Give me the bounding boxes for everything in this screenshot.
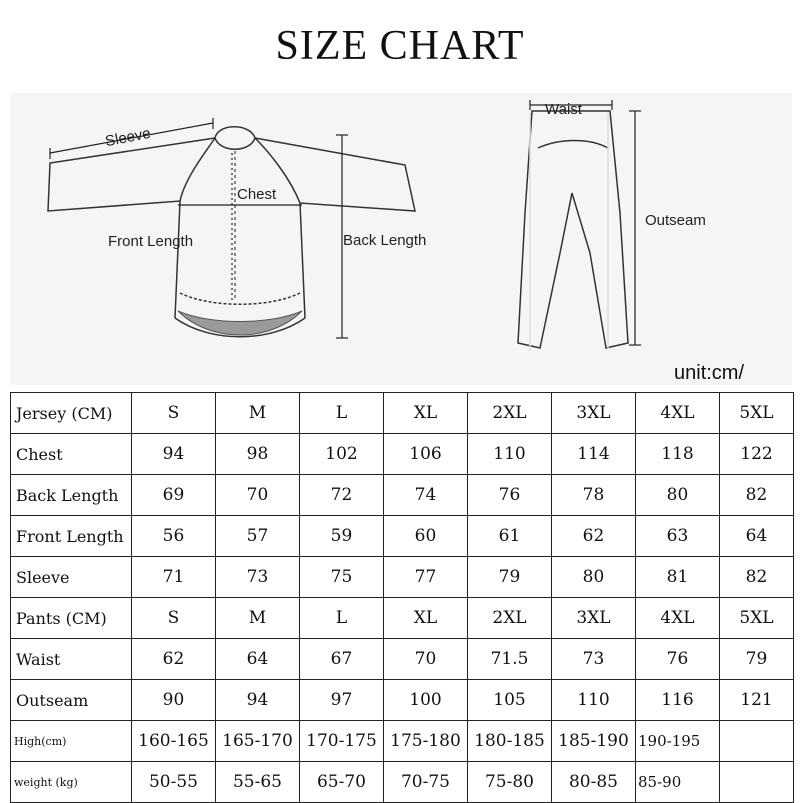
row-label: Back Length xyxy=(11,475,132,516)
table-cell: 2XL xyxy=(468,393,552,434)
table-cell: 70-75 xyxy=(384,762,468,803)
table-cell: 106 xyxy=(384,434,468,475)
table-cell xyxy=(720,721,794,762)
table-cell: 105 xyxy=(468,680,552,721)
table-row xyxy=(11,598,794,639)
table-cell: M xyxy=(216,393,300,434)
table-cell: 5XL xyxy=(720,393,794,434)
table-cell: 102 xyxy=(300,434,384,475)
table-row xyxy=(11,762,794,803)
table-cell: 97 xyxy=(300,680,384,721)
table-cell: 71 xyxy=(132,557,216,598)
table-cell: 5XL xyxy=(720,598,794,639)
table-cell: 3XL xyxy=(552,598,636,639)
table-cell: S xyxy=(132,393,216,434)
table-row xyxy=(11,721,794,762)
table-cell: 160-165 xyxy=(132,721,216,762)
table-cell: 76 xyxy=(636,639,720,680)
table-row xyxy=(11,557,794,598)
row-label: Pants (CM) xyxy=(11,598,132,639)
table-cell: 100 xyxy=(384,680,468,721)
row-label: Jersey (CM) xyxy=(11,393,132,434)
table-cell: 4XL xyxy=(636,598,720,639)
table-cell: 110 xyxy=(552,680,636,721)
table-cell: 74 xyxy=(384,475,468,516)
table-row xyxy=(11,516,794,557)
table-cell: 80-85 xyxy=(552,762,636,803)
table-cell: 116 xyxy=(636,680,720,721)
row-label: Sleeve xyxy=(11,557,132,598)
table-cell: 65-70 xyxy=(300,762,384,803)
table-row xyxy=(11,680,794,721)
outseam-label: Outseam xyxy=(645,212,706,229)
table-row xyxy=(11,639,794,680)
table-cell: 77 xyxy=(384,557,468,598)
page-title: SIZE CHART xyxy=(275,23,525,69)
table-cell: 175-180 xyxy=(384,721,468,762)
table-cell: XL xyxy=(384,393,468,434)
size-table xyxy=(10,392,794,803)
table-cell: 70 xyxy=(216,475,300,516)
back-length-label: Back Length xyxy=(343,232,427,249)
row-label: Waist xyxy=(11,639,132,680)
table-cell: 2XL xyxy=(468,598,552,639)
table-cell: 110 xyxy=(468,434,552,475)
table-cell: 56 xyxy=(132,516,216,557)
table-cell: 82 xyxy=(720,475,794,516)
table-cell: 62 xyxy=(132,639,216,680)
table-cell: 85-90 xyxy=(636,762,720,803)
table-cell: 3XL xyxy=(552,393,636,434)
table-cell: 94 xyxy=(216,680,300,721)
table-row xyxy=(11,475,794,516)
table-cell: L xyxy=(300,598,384,639)
table-cell: 190-195 xyxy=(636,721,720,762)
table-cell: 118 xyxy=(636,434,720,475)
row-label: weight (kg) xyxy=(11,762,132,803)
front-length-label: Front Length xyxy=(108,233,194,250)
table-cell: 61 xyxy=(468,516,552,557)
table-cell: 121 xyxy=(720,680,794,721)
table-cell: L xyxy=(300,393,384,434)
waist-label: Waist xyxy=(545,101,582,118)
table-cell: 50-55 xyxy=(132,762,216,803)
table-cell: 73 xyxy=(216,557,300,598)
table-cell: 64 xyxy=(216,639,300,680)
table-cell: 82 xyxy=(720,557,794,598)
table-row xyxy=(11,393,794,434)
table-cell: 64 xyxy=(720,516,794,557)
measurement-illustration xyxy=(10,93,792,385)
pants-outline xyxy=(518,111,628,351)
table-cell: 59 xyxy=(300,516,384,557)
table-cell: 60 xyxy=(384,516,468,557)
table-row xyxy=(11,434,794,475)
row-label: High(cm) xyxy=(11,721,132,762)
table-cell: 90 xyxy=(132,680,216,721)
table-cell: 70 xyxy=(384,639,468,680)
table-cell: XL xyxy=(384,598,468,639)
unit-label: unit:cm/ xyxy=(674,362,745,384)
table-cell: 185-190 xyxy=(552,721,636,762)
table-cell: 67 xyxy=(300,639,384,680)
table-cell: 75-80 xyxy=(468,762,552,803)
table-cell: 81 xyxy=(636,557,720,598)
row-label: Chest xyxy=(11,434,132,475)
table-cell: 80 xyxy=(552,557,636,598)
table-cell: S xyxy=(132,598,216,639)
row-label: Front Length xyxy=(11,516,132,557)
table-cell: 4XL xyxy=(636,393,720,434)
chest-label: Chest xyxy=(237,186,277,203)
table-cell: 72 xyxy=(300,475,384,516)
table-cell: 62 xyxy=(552,516,636,557)
table-cell: 79 xyxy=(468,557,552,598)
table-cell: 79 xyxy=(720,639,794,680)
table-cell: 55-65 xyxy=(216,762,300,803)
table-cell: 80 xyxy=(636,475,720,516)
table-cell: 94 xyxy=(132,434,216,475)
table-cell: 63 xyxy=(636,516,720,557)
table-cell: 76 xyxy=(468,475,552,516)
table-cell: 98 xyxy=(216,434,300,475)
table-cell: 122 xyxy=(720,434,794,475)
table-cell: 78 xyxy=(552,475,636,516)
table-cell: 69 xyxy=(132,475,216,516)
table-cell: M xyxy=(216,598,300,639)
table-cell: 170-175 xyxy=(300,721,384,762)
table-cell: 73 xyxy=(552,639,636,680)
table-cell: 114 xyxy=(552,434,636,475)
table-cell: 165-170 xyxy=(216,721,300,762)
row-label: Outseam xyxy=(11,680,132,721)
table-cell: 71.5 xyxy=(468,639,552,680)
sleeve-label: Sleeve xyxy=(103,124,153,151)
table-cell: 75 xyxy=(300,557,384,598)
table-cell xyxy=(720,762,794,803)
table-cell: 180-185 xyxy=(468,721,552,762)
table-cell: 57 xyxy=(216,516,300,557)
